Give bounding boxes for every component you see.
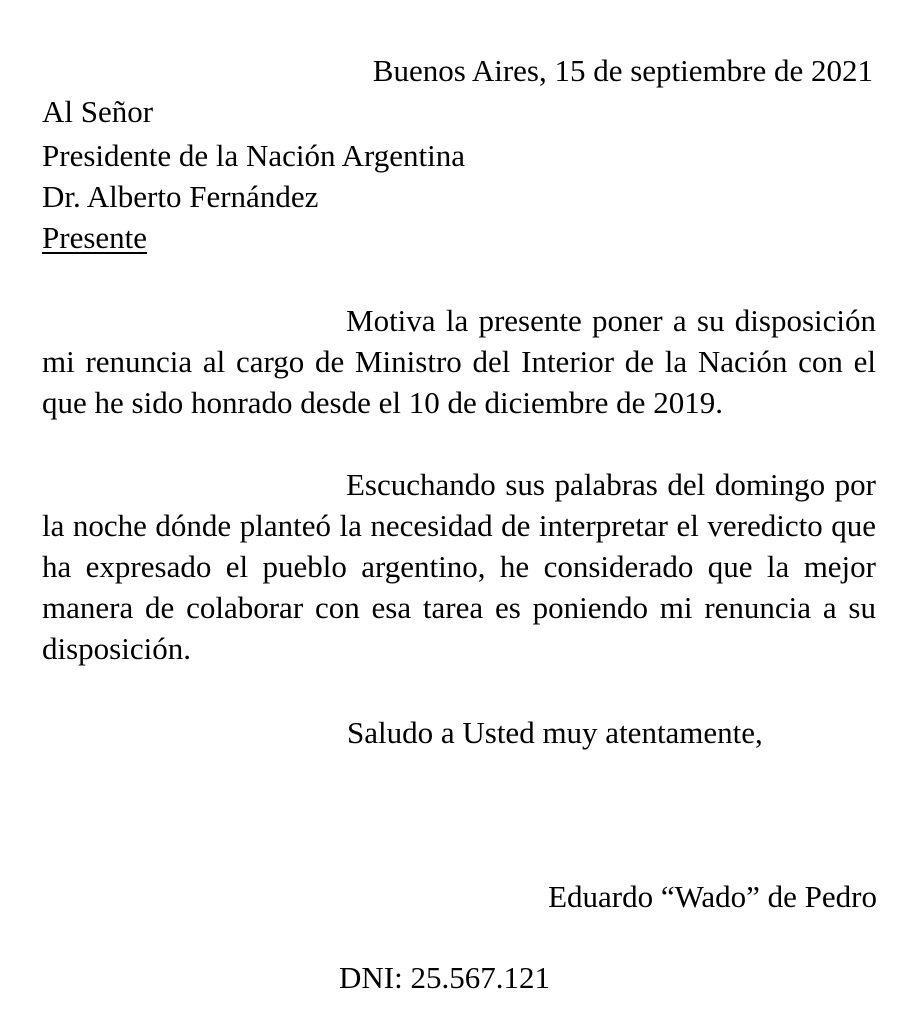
signature-name: Eduardo “Wado” de Pedro — [548, 879, 877, 914]
recipient-title: Presidente de la Nación Argentina — [42, 138, 465, 173]
recipient-presente: Presente — [42, 220, 148, 255]
recipient-name: Dr. Alberto Fernández — [42, 179, 319, 214]
body-paragraph-2: Escuchando sus palabras del domingo por la noche dónde planteó la necesidad de interpretar el veredicto que ha expresado el pueblo argentino, he considerado que la mejor manera de colaborar con esa tarea es poniendo mi renuncia a su disposición. — [42, 467, 876, 666]
place-date: Buenos Aires, 15 de septiembre de 2021 — [372, 53, 873, 88]
body-paragraph-1: Motiva la presente poner a su disposición mi renuncia al cargo de Ministro del Interior de la Nación con el que he sido honrado desde el 10 de diciembre de 2019. — [42, 303, 876, 420]
closing-line: Saludo a Usted muy atentamente, — [347, 715, 763, 750]
dni-number: DNI: 25.567.121 — [339, 960, 550, 995]
recipient-salutation: Al Señor — [42, 94, 154, 129]
